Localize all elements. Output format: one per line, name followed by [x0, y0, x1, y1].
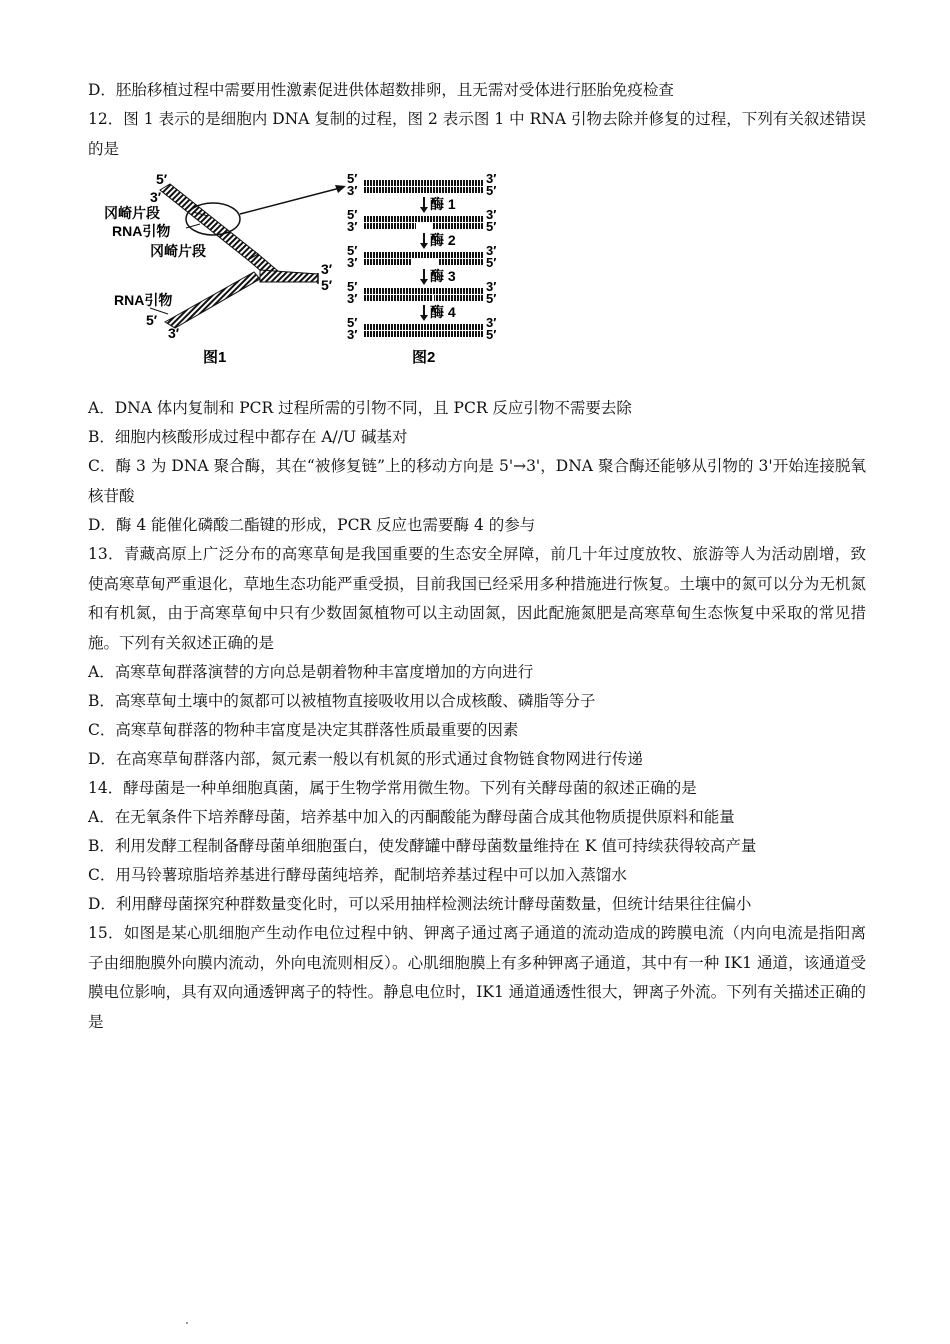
fig2-enzyme-3: 酶 3: [430, 268, 456, 284]
fig2-step-enzyme-1: [420, 196, 456, 213]
q14-option-a: A．在无氧条件下培养酵母菌，培养基中加入的丙酮酸能为酵母菌合成其他物质提供原料和能量: [88, 808, 735, 826]
figure-2: [347, 171, 496, 366]
svg-text:3′: 3′: [347, 327, 358, 342]
footer-dot: [186, 1322, 188, 1324]
fig1-label-5-right: 5′: [321, 277, 333, 293]
fig1-label-rna-primer-top: RNA引物: [112, 223, 171, 239]
fig2-enzyme-2: 酶 2: [430, 232, 456, 248]
svg-text:3′: 3′: [347, 291, 358, 306]
fig2-duplex-5: [347, 315, 496, 342]
q13-option-a: A．高寒草甸群落演替的方向总是朝着物种丰富度增加的方向进行: [88, 663, 534, 681]
q13-stem: 13．青藏高原上广泛分布的高寒草甸是我国重要的生态安全屏障，前几十年过度放牧、旅游等人为活动剧增，致使高寒草甸严重退化，草地生态功能严重受损，目前我国已经采用多种措施进行恢复。土壤中的氮可以分为无机氮和有机氮，由于高寒草甸中只有少数固氮植物可以主动固氮，因此配施氮肥是高寒草甸生态恢复中采取的常见措施。下列有关叙述正确的是: [88, 545, 866, 652]
svg-text:5′: 5′: [486, 219, 497, 234]
fig1-label-3-bottom: 3′: [168, 325, 180, 341]
q12-option-a: A．DNA 体内复制和 PCR 过程所需的引物不同，且 PCR 反应引物不需要去除: [88, 399, 632, 417]
svg-text:3′: 3′: [347, 219, 358, 234]
q14-option-c: C．用马铃薯琼脂培养基进行酵母菌纯培养，配制培养基过程中可以加入蒸馏水: [88, 866, 627, 884]
q13-option-b: B．高寒草甸土壤中的氮都可以被植物直接吸收用以合成核酸、磷脂等分子: [88, 692, 596, 710]
q13-option-d: D．在高寒草甸群落内部，氮元素一般以有机氮的形式通过食物链食物网进行传递: [88, 750, 643, 768]
svg-text:5′: 5′: [486, 183, 497, 198]
svg-text:5′: 5′: [347, 279, 358, 294]
fig1-label-5-bottom: 5′: [146, 312, 158, 328]
exam-page: [88, 76, 866, 1037]
fig2-step-enzyme-3: [420, 268, 456, 285]
fig2-step-enzyme-4: [420, 304, 456, 321]
q14-option-b: B．利用发酵工程制备酵母菌单细胞蛋白，使发酵罐中酵母菌数量维持在 K 值可持续获得较高产量: [88, 837, 757, 855]
fig2-duplex-1: [347, 171, 496, 198]
fig1-caption: 图1: [203, 349, 227, 366]
fig2-duplex-3: [347, 243, 496, 270]
figure-1: [104, 171, 346, 366]
svg-text:3′: 3′: [486, 243, 497, 258]
q14-option-d: D．利用酵母菌探究种群数量变化时，可以采用抽样检测法统计酵母菌数量，但统计结果往往偏小: [88, 895, 752, 913]
svg-text:3′: 3′: [347, 255, 358, 270]
q13-option-c: C．高寒草甸群落的物种丰富度是决定其群落性质最重要的因素: [88, 721, 519, 739]
svg-text:3′: 3′: [347, 183, 358, 198]
fig1-label-3-top: 3′: [150, 189, 162, 205]
q15-stem: 15．如图是某心肌细胞产生动作电位过程中钠、钾离子通过离子通道的流动造成的跨膜电流（内向电流是指阳离子由细胞膜外向膜内流动，外向电流则相反）。心肌细胞膜上有多种钾离子通道，其中有一种 IK1 通道，该通道受膜电位影响，具有双向通透钾离子的特性。静息电位时，IK1 通道通透性很大，钾离子外流。下列有关描述正确的是: [88, 924, 866, 1031]
fig2-enzyme-4: 酶 4: [430, 304, 456, 320]
fig2-duplex-4: [347, 279, 496, 306]
q12-option-c: C．酶 3 为 DNA 聚合酶，其在“被修复链”上的移动方向是 5'→3'，DNA 聚合酶还能够从引物的 3'开始连接脱氧核苷酸: [88, 457, 866, 505]
dna-replication-figure: [88, 164, 866, 386]
svg-text:5′: 5′: [347, 315, 358, 330]
fig2-caption: 图2: [412, 349, 436, 366]
svg-text:5′: 5′: [347, 243, 358, 258]
fig1-label-okazaki-top: 冈崎片段: [104, 205, 160, 221]
fig2-enzyme-1: 酶 1: [430, 196, 456, 212]
svg-text:3′: 3′: [486, 315, 497, 330]
svg-text:3′: 3′: [486, 279, 497, 294]
fig1-label-3-right: 3′: [321, 261, 333, 277]
fig2-duplex-2: [347, 207, 496, 234]
q12-stem: 12．图 1 表示的是细胞内 DNA 复制的过程，图 2 表示图 1 中 RNA 引物去除并修复的过程，下列有关叙述错误的是: [88, 110, 866, 158]
svg-text:5′: 5′: [486, 291, 497, 306]
q11-option-d: D．胚胎移植过程中需要用性激素促进供体超数排卵，且无需对受体进行胚胎免疫检查: [88, 81, 674, 99]
svg-text:5′: 5′: [347, 171, 358, 186]
fig2-step-enzyme-2: [420, 232, 456, 249]
fig1-label-okazaki-mid: 冈崎片段: [150, 243, 206, 259]
q12-option-d: D．酶 4 能催化磷酸二酯键的形成，PCR 反应也需要酶 4 的参与: [88, 516, 536, 534]
svg-text:5′: 5′: [347, 207, 358, 222]
svg-text:3′: 3′: [486, 171, 497, 186]
svg-text:3′: 3′: [486, 207, 497, 222]
svg-text:5′: 5′: [486, 327, 497, 342]
q12-option-b: B．细胞内核酸形成过程中都存在 A//U 碱基对: [88, 428, 408, 446]
q14-stem: 14．酵母菌是一种单细胞真菌，属于生物学常用微生物。下列有关酵母菌的叙述正确的是: [88, 779, 697, 797]
fig1-label-5-top: 5′: [156, 171, 168, 187]
fig1-label-rna-primer-bottom: RNA引物: [114, 292, 173, 308]
figure-svg: [88, 164, 866, 386]
svg-text:5′: 5′: [486, 255, 497, 270]
